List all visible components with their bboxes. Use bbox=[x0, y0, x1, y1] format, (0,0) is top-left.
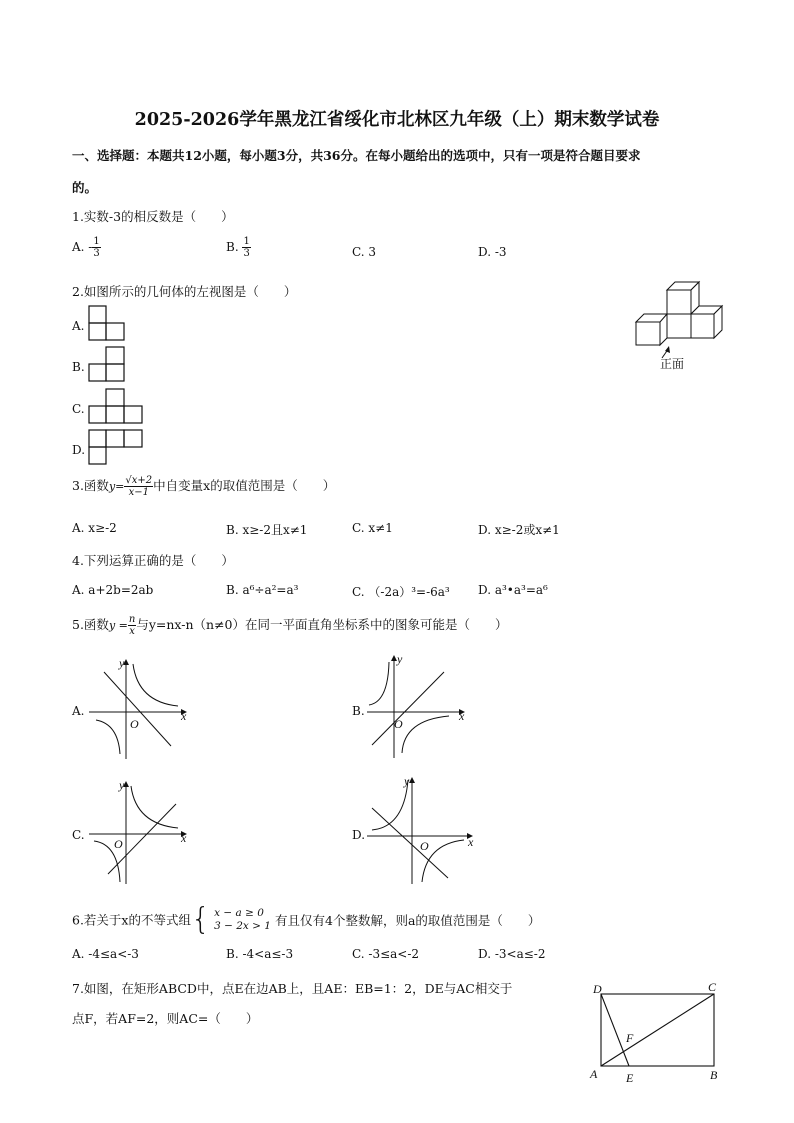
q5-option-d-label: D. bbox=[352, 828, 366, 842]
svg-text:y: y bbox=[397, 652, 403, 666]
q5-option-c-label: C. bbox=[72, 828, 85, 842]
q4-option-b: B. a⁶÷a²=a³ bbox=[226, 583, 299, 597]
svg-text:A: A bbox=[590, 1067, 598, 1081]
q2-option-b-figure bbox=[88, 346, 128, 384]
svg-text:x: x bbox=[181, 831, 187, 845]
q2-option-d-label: D. bbox=[72, 443, 86, 457]
section-heading-cont: 的。 bbox=[72, 180, 98, 195]
q6-option-d: D. -3<a≤-2 bbox=[478, 947, 546, 961]
q2-option-a-figure bbox=[88, 305, 128, 343]
q1-option-c: C. 3 bbox=[352, 245, 377, 259]
svg-text:x: x bbox=[181, 709, 187, 723]
svg-text:E: E bbox=[626, 1071, 634, 1085]
q6-option-a: A. -4≤a<-3 bbox=[72, 947, 139, 961]
q2-solid-figure bbox=[630, 278, 726, 374]
q2-option-d-figure bbox=[88, 429, 146, 467]
q7-rectangle-figure bbox=[586, 978, 726, 1088]
q5-option-a-label: A. bbox=[72, 704, 85, 718]
q5-option-b-label: B. bbox=[352, 704, 365, 718]
svg-text:O: O bbox=[394, 717, 403, 731]
q1-option-a: A. - $\frac{1}{3}$ bbox=[72, 236, 100, 259]
svg-text:O: O bbox=[114, 837, 123, 851]
q5-graph-d bbox=[364, 772, 480, 886]
q2-front-label: 正面 bbox=[660, 357, 685, 371]
q2-stem: 2.如图所示的几何体的左视图是（ ） bbox=[72, 284, 297, 299]
q4-option-d: D. a³•a³=a⁶ bbox=[478, 583, 548, 597]
q7-stem-line1: 7.如图，在矩形ABCD中，点E在边AB上，且AE：EB=1：2，DE与AC相交于 bbox=[72, 981, 513, 996]
q5-graph-b bbox=[364, 650, 474, 760]
q1-stem: 1.实数-3的相反数是（ ） bbox=[72, 209, 234, 224]
svg-text:O: O bbox=[420, 839, 429, 853]
q2-option-b-label: B. bbox=[72, 360, 85, 374]
svg-text:O: O bbox=[130, 717, 139, 731]
svg-text:x: x bbox=[468, 835, 474, 849]
svg-text:C: C bbox=[708, 980, 717, 994]
svg-text:F: F bbox=[626, 1031, 634, 1045]
q4-option-a: A. a+2b=2ab bbox=[72, 583, 154, 597]
page-title: 2025-2026学年黑龙江省绥化市北林区九年级（上）期末数学试卷 bbox=[134, 110, 660, 130]
q3-option-d: D. x≥-2或x≠1 bbox=[478, 523, 560, 537]
q2-option-a-label: A. bbox=[72, 319, 85, 333]
q3-option-c: C. x≠1 bbox=[352, 521, 393, 535]
svg-text:D: D bbox=[593, 982, 602, 996]
svg-text:x: x bbox=[459, 709, 465, 723]
q5-stem: 5.函数y = $\frac{n}{x}$ 与y=nx-n（n≠0）在同一平面直角坐标系中的图象可能是（ ） bbox=[72, 614, 508, 637]
q3-option-a: A. x≥-2 bbox=[72, 521, 117, 535]
q6-option-b: B. -4<a≤-3 bbox=[226, 947, 294, 961]
q5-graph-c bbox=[86, 776, 196, 886]
section-heading: 一、选择题：本题共12小题，每小题3分，共36分。在每小题给出的选项中，只有一项是符合题目要求 bbox=[72, 148, 641, 163]
q1-option-d: D. -3 bbox=[478, 245, 507, 259]
q6-option-c: C. -3≤a<-2 bbox=[352, 947, 420, 961]
q1-option-b: B. $\frac{1}{3}$ bbox=[226, 236, 250, 259]
q4-stem: 4.下列运算正确的是（ ） bbox=[72, 553, 234, 568]
svg-text:y: y bbox=[119, 656, 125, 670]
q3-option-b: B. x≥-2且x≠1 bbox=[226, 523, 308, 537]
q7-stem-line2: 点F，若AF=2，则AC=（ ） bbox=[72, 1011, 259, 1026]
q2-option-c-label: C. bbox=[72, 402, 85, 416]
q4-option-c: C. （-2a）³=-6a³ bbox=[352, 585, 450, 599]
q5-graph-a bbox=[86, 654, 196, 764]
svg-text:B: B bbox=[710, 1068, 718, 1082]
q2-option-c-figure bbox=[88, 388, 146, 426]
q3-stem: 3.函数y= $\frac{√x+2}{x-1}$ 中自变量x的取值范围是（ ） bbox=[72, 475, 336, 498]
svg-text:y: y bbox=[404, 774, 410, 788]
svg-text:y: y bbox=[119, 778, 125, 792]
q6-stem: 6.若关于x的不等式组{ x − a ≥ 0 3 − 2x > 1 有且仅有4个整数解，则a的取值范围是（ ） bbox=[72, 902, 541, 937]
